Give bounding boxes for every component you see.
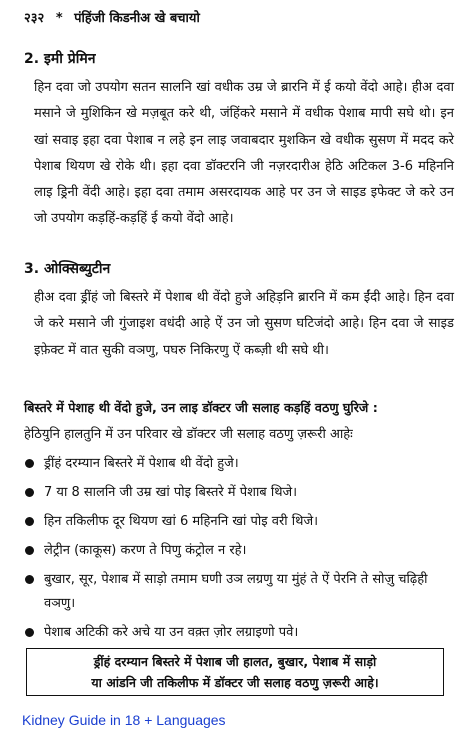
- footer-caption[interactable]: Kidney Guide in 18 + Languages: [22, 712, 226, 728]
- bullet-dot-icon: [25, 517, 34, 526]
- list-item-text: लेट्रीन (काकूस) करण ते पिणु कंट्रोल न रहे।: [44, 543, 247, 558]
- bullet-dot-icon: [25, 628, 34, 637]
- list-item-text: बुखार, सूर, पेशाब में साड़ो तमाम घणी उञ लग्रणु या मुंहं ते ऐं पेरनि ते सोज़ु चढ़िही वञणु।: [44, 572, 428, 611]
- list-item-text: ड्रींहं दरम्यान बिस्तरे में पेशाब थी वेंदो हुजे।: [44, 456, 239, 471]
- star-icon: *: [55, 11, 63, 26]
- consult-list: [24, 452, 456, 650]
- list-item-text: हिन तकिलीफ दूर थियण खां 6 महिननि खां पोइ वरी थिजे।: [44, 514, 319, 529]
- section-number: 2.: [24, 51, 40, 67]
- section-paragraph: हिन दवा जो उपयोग सतन सालनि खां वधीक उम्र जे ब्रारनि में ई कयो वेंदो आहे। हीअ दवा मसाने जे मुशिकिन खे मज़बूत करे थी, जंहिंकरे मसाने में वधीक पेशाब मापी सघे थो। इन खां सवाइ इहा दवा पेशाब न लहे इन लाइ जवाबदार मुशकिन खे वधीक सुसण में मदद करे पेशाब थियण खे रोके थी। इहा दवा डॉक्टरनि जी नज़रदारीअ हेठि अटिकल 3-6 महिननि लाइ ड्रिनी वेंदी आहे। इहा दवा तमाम असरदायक आहे पर उन जे साइड इफेक्ट जे करे उन जो उपयोग कड़हिं-कड़हिं ई कयो वेंदो आहे।: [34, 80, 454, 227]
- list-item-text: 7 या 8 सालनि जी उम्र खां पोइ बिस्तरे में पेशाब थिजे।: [44, 485, 298, 500]
- list-item: [24, 539, 456, 563]
- list-item-text: पेशाब अटिकी करे अचे या उन वक़्त ज़ोर लग्राइणो पवे।: [44, 625, 299, 640]
- bullet-dot-icon: [25, 488, 34, 497]
- page-number: २३२: [24, 11, 45, 26]
- list-item: [24, 481, 456, 505]
- list-item: [24, 452, 456, 476]
- section-imipramine: [24, 50, 454, 233]
- list-item: [24, 621, 456, 645]
- list-item: [24, 510, 456, 534]
- section-oxybutynin: [24, 260, 454, 364]
- consult-intro: हेठियुनि हालतुनि में उन परिवार खे डॉक्टर जी सलाह वठणु ज़रूरी आहेः: [24, 427, 353, 442]
- page-header: [24, 10, 454, 28]
- consult-heading: बिस्तरे में पेशाह थी वेंदो हुजे, उन लाइ डॉक्टर जी सलाह कड़हिं वठणु घुरिजे :: [24, 400, 378, 415]
- bullet-dot-icon: [25, 575, 34, 584]
- section-title: [24, 50, 454, 69]
- section-paragraph: हीअ दवा ड्रींहं जो बिस्तरे में पेशाब थी वेंदो हुजे अहिड़नि ब्रारनि में कम ईंदी आहे। हिन दवा जे करे मसाने जी गुंजाइश वधंदी आहे ऐं उन जो सुसण घटिजंदो आहे। हिन दवा जे साइड इफ़ेक्ट में वात सुकी वञणु, पघरु निकिरणु ऐं कब्ज़ी थी सघे थी।: [34, 290, 454, 358]
- important-note-box: [26, 648, 444, 696]
- note-line-2: या आंडनि जी तकिलीफ में डॉक्टर जी सलाह वठणु ज़रूरी आहे।: [91, 675, 379, 690]
- book-title: पंहिंजी किडनीअ खे बचायो: [74, 11, 200, 26]
- note-line-1: ड्रींहं दरम्यान बिस्तरे में पेशाब जी हालत, बुखार, पेशाब में साड़ो: [93, 654, 377, 669]
- list-item: [24, 568, 456, 616]
- section-title: [24, 260, 454, 279]
- bullet-dot-icon: [25, 459, 34, 468]
- section-number: 3.: [24, 261, 40, 277]
- bullet-dot-icon: [25, 546, 34, 555]
- section-heading: इमी प्रेमिन: [44, 51, 96, 67]
- section-heading: ओक्सिब्युटीन: [44, 261, 111, 277]
